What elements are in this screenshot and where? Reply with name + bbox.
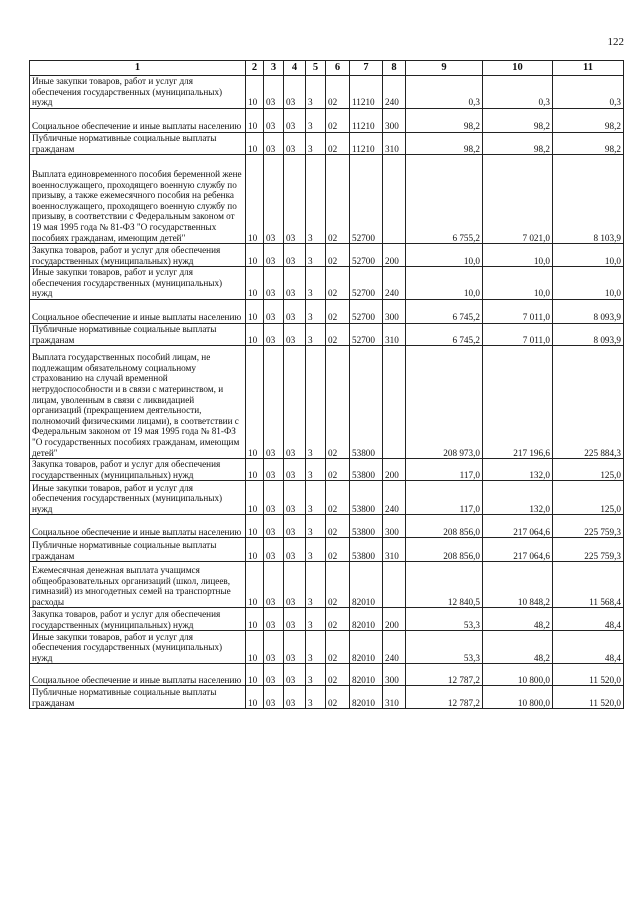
cell-code-4: 03 [284,562,306,608]
cell-code-3: 03 [264,538,284,562]
cell-value-10: 48,2 [483,631,553,664]
cell-code-3: 03 [264,515,284,538]
cell-code-3: 03 [264,346,284,459]
cell-code-2: 10 [246,686,264,709]
cell-code-6: 02 [326,109,350,133]
cell-code-5: 3 [306,608,326,631]
cell-name: Социальное обеспечение и иные выплаты населению [30,515,246,538]
cell-value-10: 7 011,0 [483,299,553,323]
cell-value-11: 10,0 [553,267,624,300]
table-row [30,133,624,155]
cell-value-10: 98,2 [483,133,553,155]
cell-name: Иные закупки товаров, работ и услуг для обеспечения государственных (муниципальных) нужд [30,631,246,664]
cell-code-8: 200 [383,244,406,267]
cell-code-3: 03 [264,267,284,300]
cell-code-8: 200 [383,608,406,631]
cell-code-8 [383,562,406,608]
cell-code-4: 03 [284,299,306,323]
table-header [30,61,624,76]
cell-code-4: 03 [284,133,306,155]
cell-value-9: 98,2 [406,133,483,155]
cell-code-6: 02 [326,76,350,109]
cell-value-11: 98,2 [553,109,624,133]
table-row [30,109,624,133]
table-body [30,76,624,709]
cell-code-2: 10 [246,133,264,155]
cell-code-6: 02 [326,664,350,686]
cell-code-3: 03 [264,133,284,155]
cell-code-7: 52700 [350,323,383,345]
header-col-2: 2 [246,61,264,76]
cell-code-6: 02 [326,299,350,323]
cell-code-6: 02 [326,155,350,244]
cell-value-11: 48,4 [553,608,624,631]
cell-value-9: 117,0 [406,481,483,515]
cell-code-2: 10 [246,515,264,538]
header-col-7: 7 [350,61,383,76]
cell-code-4: 03 [284,459,306,481]
cell-value-9: 10,0 [406,267,483,300]
cell-code-7: 11210 [350,76,383,109]
cell-code-2: 10 [246,562,264,608]
cell-code-4: 03 [284,267,306,300]
cell-code-7: 82010 [350,664,383,686]
cell-code-5: 3 [306,459,326,481]
cell-name: Иные закупки товаров, работ и услуг для обеспечения государственных (муниципальных) нужд [30,76,246,109]
cell-value-9: 10,0 [406,244,483,267]
header-col-10: 10 [483,61,553,76]
cell-code-6: 02 [326,686,350,709]
cell-code-2: 10 [246,76,264,109]
cell-value-11: 0,3 [553,76,624,109]
cell-value-9: 53,3 [406,631,483,664]
table-row [30,299,624,323]
cell-value-10: 132,0 [483,481,553,515]
cell-value-9: 12 840,5 [406,562,483,608]
table-row [30,515,624,538]
cell-code-3: 03 [264,631,284,664]
header-col-11: 11 [553,61,624,76]
cell-code-3: 03 [264,155,284,244]
cell-value-11: 10,0 [553,244,624,267]
cell-code-8: 300 [383,664,406,686]
cell-code-5: 3 [306,686,326,709]
cell-value-9: 0,3 [406,76,483,109]
cell-value-9: 117,0 [406,459,483,481]
cell-code-3: 03 [264,76,284,109]
header-col-8: 8 [383,61,406,76]
cell-code-6: 02 [326,562,350,608]
cell-code-3: 03 [264,109,284,133]
cell-code-8 [383,155,406,244]
table-row [30,562,624,608]
cell-code-4: 03 [284,481,306,515]
table-row [30,608,624,631]
cell-code-7: 52700 [350,155,383,244]
cell-value-10: 10 800,0 [483,664,553,686]
cell-code-5: 3 [306,109,326,133]
cell-code-8: 310 [383,133,406,155]
cell-value-10: 132,0 [483,459,553,481]
cell-name: Публичные нормативные социальные выплаты гражданам [30,133,246,155]
cell-code-8: 300 [383,515,406,538]
cell-code-5: 3 [306,267,326,300]
table-row [30,267,624,300]
cell-code-3: 03 [264,686,284,709]
cell-value-10: 98,2 [483,109,553,133]
cell-code-2: 10 [246,631,264,664]
cell-name: Ежемесячная денежная выплата учащимся общеобразовательных организаций (школ, лицеев, гимназий) из многодетных семей на транспортные расходы [30,562,246,608]
cell-code-6: 02 [326,631,350,664]
cell-value-10: 10 800,0 [483,686,553,709]
cell-code-8: 240 [383,267,406,300]
cell-value-11: 8 093,9 [553,299,624,323]
cell-code-7: 53800 [350,481,383,515]
cell-code-7: 82010 [350,608,383,631]
cell-code-7: 53800 [350,346,383,459]
cell-value-10: 48,2 [483,608,553,631]
cell-value-9: 208 856,0 [406,515,483,538]
cell-name: Социальное обеспечение и иные выплаты населению [30,109,246,133]
cell-name: Иные закупки товаров, работ и услуг для обеспечения государственных (муниципальных) нужд [30,481,246,515]
table-row [30,459,624,481]
table-row [30,244,624,267]
cell-code-5: 3 [306,155,326,244]
cell-value-10: 217 064,6 [483,538,553,562]
cell-code-7: 52700 [350,267,383,300]
header-col-3: 3 [264,61,284,76]
cell-code-2: 10 [246,538,264,562]
cell-code-4: 03 [284,515,306,538]
cell-name: Закупка товаров, работ и услуг для обеспечения государственных (муниципальных) нужд [30,608,246,631]
cell-code-2: 10 [246,323,264,345]
cell-value-9: 6 755,2 [406,155,483,244]
cell-code-7: 52700 [350,299,383,323]
cell-name: Социальное обеспечение и иные выплаты населению [30,299,246,323]
cell-code-5: 3 [306,515,326,538]
cell-code-3: 03 [264,481,284,515]
cell-value-11: 8 093,9 [553,323,624,345]
cell-code-3: 03 [264,459,284,481]
header-col-6: 6 [326,61,350,76]
cell-value-10: 0,3 [483,76,553,109]
cell-name: Выплата единовременного пособия беременной жене военнослужащего, проходящего военную службу по призыву, а также ежемесячного пособия на ребенка военнослужащего, проходящего военную службу по призыву, в соответствии с Федеральным законом от 19 мая 1995 года № 81-ФЗ "О государственных пособиях гражданам, имеющим детей" [30,155,246,244]
cell-value-9: 12 787,2 [406,686,483,709]
cell-name: Выплата государственных пособий лицам, не подлежащим обязательному социальному страхованию на случай временной нетрудоспособности и в связи с материнством, и лицам, уволенным в связи с ликвидацией организаций (прекращением деятельности, полномочий физическими лицами), в соответствии с Федеральным законом от 19 мая 1995 года № 81-ФЗ "О государственных пособиях гражданам, имеющим детей" [30,346,246,459]
cell-code-7: 11210 [350,109,383,133]
cell-code-5: 3 [306,562,326,608]
cell-code-8: 310 [383,323,406,345]
cell-code-6: 02 [326,459,350,481]
cell-code-8: 300 [383,109,406,133]
cell-code-2: 10 [246,299,264,323]
header-col-5: 5 [306,61,326,76]
cell-code-7: 52700 [350,244,383,267]
cell-code-6: 02 [326,346,350,459]
page-number: 122 [607,36,624,48]
cell-code-5: 3 [306,133,326,155]
cell-value-11: 225 759,3 [553,515,624,538]
cell-value-11: 98,2 [553,133,624,155]
cell-code-6: 02 [326,133,350,155]
cell-value-9: 6 745,2 [406,299,483,323]
cell-code-6: 02 [326,267,350,300]
cell-value-10: 217 196,6 [483,346,553,459]
cell-code-2: 10 [246,109,264,133]
cell-code-7: 82010 [350,631,383,664]
cell-code-5: 3 [306,538,326,562]
cell-code-6: 02 [326,515,350,538]
cell-value-11: 8 103,9 [553,155,624,244]
cell-code-4: 03 [284,538,306,562]
cell-code-2: 10 [246,346,264,459]
cell-code-3: 03 [264,664,284,686]
header-row [30,61,624,76]
cell-code-3: 03 [264,562,284,608]
cell-code-8: 310 [383,538,406,562]
cell-value-9: 6 745,2 [406,323,483,345]
cell-code-8: 300 [383,299,406,323]
cell-code-3: 03 [264,608,284,631]
cell-code-8: 240 [383,481,406,515]
cell-value-11: 225 759,3 [553,538,624,562]
cell-code-5: 3 [306,76,326,109]
cell-code-6: 02 [326,608,350,631]
table-row [30,155,624,244]
table-row [30,481,624,515]
cell-code-2: 10 [246,608,264,631]
cell-value-11: 125,0 [553,459,624,481]
header-col-1: 1 [30,61,246,76]
cell-code-5: 3 [306,481,326,515]
cell-value-9: 53,3 [406,608,483,631]
cell-value-9: 12 787,2 [406,664,483,686]
cell-code-4: 03 [284,155,306,244]
cell-name: Публичные нормативные социальные выплаты гражданам [30,686,246,709]
cell-name: Социальное обеспечение и иные выплаты населению [30,664,246,686]
cell-code-8: 200 [383,459,406,481]
table-row [30,76,624,109]
cell-code-8: 240 [383,76,406,109]
cell-value-11: 11 568,4 [553,562,624,608]
cell-code-5: 3 [306,664,326,686]
cell-code-6: 02 [326,538,350,562]
cell-code-4: 03 [284,109,306,133]
cell-code-4: 03 [284,664,306,686]
cell-code-5: 3 [306,244,326,267]
cell-code-8: 310 [383,686,406,709]
table-row [30,346,624,459]
cell-code-7: 53800 [350,538,383,562]
cell-code-5: 3 [306,346,326,459]
cell-name: Публичные нормативные социальные выплаты гражданам [30,538,246,562]
cell-code-2: 10 [246,664,264,686]
cell-value-11: 48,4 [553,631,624,664]
cell-value-11: 11 520,0 [553,686,624,709]
cell-code-2: 10 [246,267,264,300]
cell-code-7: 82010 [350,562,383,608]
cell-value-10: 217 064,6 [483,515,553,538]
header-col-4: 4 [284,61,306,76]
cell-code-4: 03 [284,244,306,267]
cell-value-9: 98,2 [406,109,483,133]
cell-code-5: 3 [306,323,326,345]
cell-code-2: 10 [246,481,264,515]
cell-value-9: 208 973,0 [406,346,483,459]
header-col-9: 9 [406,61,483,76]
cell-code-4: 03 [284,631,306,664]
cell-code-6: 02 [326,323,350,345]
cell-code-6: 02 [326,244,350,267]
cell-value-11: 225 884,3 [553,346,624,459]
cell-name: Закупка товаров, работ и услуг для обеспечения государственных (муниципальных) нужд [30,244,246,267]
cell-name: Закупка товаров, работ и услуг для обеспечения государственных (муниципальных) нужд [30,459,246,481]
cell-code-4: 03 [284,686,306,709]
cell-value-10: 10,0 [483,244,553,267]
cell-code-8 [383,346,406,459]
cell-code-5: 3 [306,631,326,664]
cell-name: Иные закупки товаров, работ и услуг для обеспечения государственных (муниципальных) нужд [30,267,246,300]
cell-code-3: 03 [264,323,284,345]
cell-value-10: 10 848,2 [483,562,553,608]
cell-code-7: 53800 [350,459,383,481]
cell-code-4: 03 [284,323,306,345]
cell-value-9: 208 856,0 [406,538,483,562]
cell-code-8: 240 [383,631,406,664]
cell-code-6: 02 [326,481,350,515]
cell-code-3: 03 [264,244,284,267]
table-row [30,538,624,562]
budget-table [29,60,624,709]
cell-code-7: 11210 [350,133,383,155]
table-row [30,686,624,709]
cell-code-2: 10 [246,155,264,244]
cell-code-4: 03 [284,608,306,631]
table-row [30,323,624,345]
cell-value-11: 11 520,0 [553,664,624,686]
cell-value-10: 7 011,0 [483,323,553,345]
cell-code-7: 82010 [350,686,383,709]
table-row [30,664,624,686]
cell-code-5: 3 [306,299,326,323]
cell-code-2: 10 [246,244,264,267]
cell-code-4: 03 [284,346,306,459]
cell-code-4: 03 [284,76,306,109]
cell-name: Публичные нормативные социальные выплаты гражданам [30,323,246,345]
cell-code-7: 53800 [350,515,383,538]
table-row [30,631,624,664]
cell-value-10: 7 021,0 [483,155,553,244]
cell-code-2: 10 [246,459,264,481]
cell-value-11: 125,0 [553,481,624,515]
cell-code-3: 03 [264,299,284,323]
cell-value-10: 10,0 [483,267,553,300]
